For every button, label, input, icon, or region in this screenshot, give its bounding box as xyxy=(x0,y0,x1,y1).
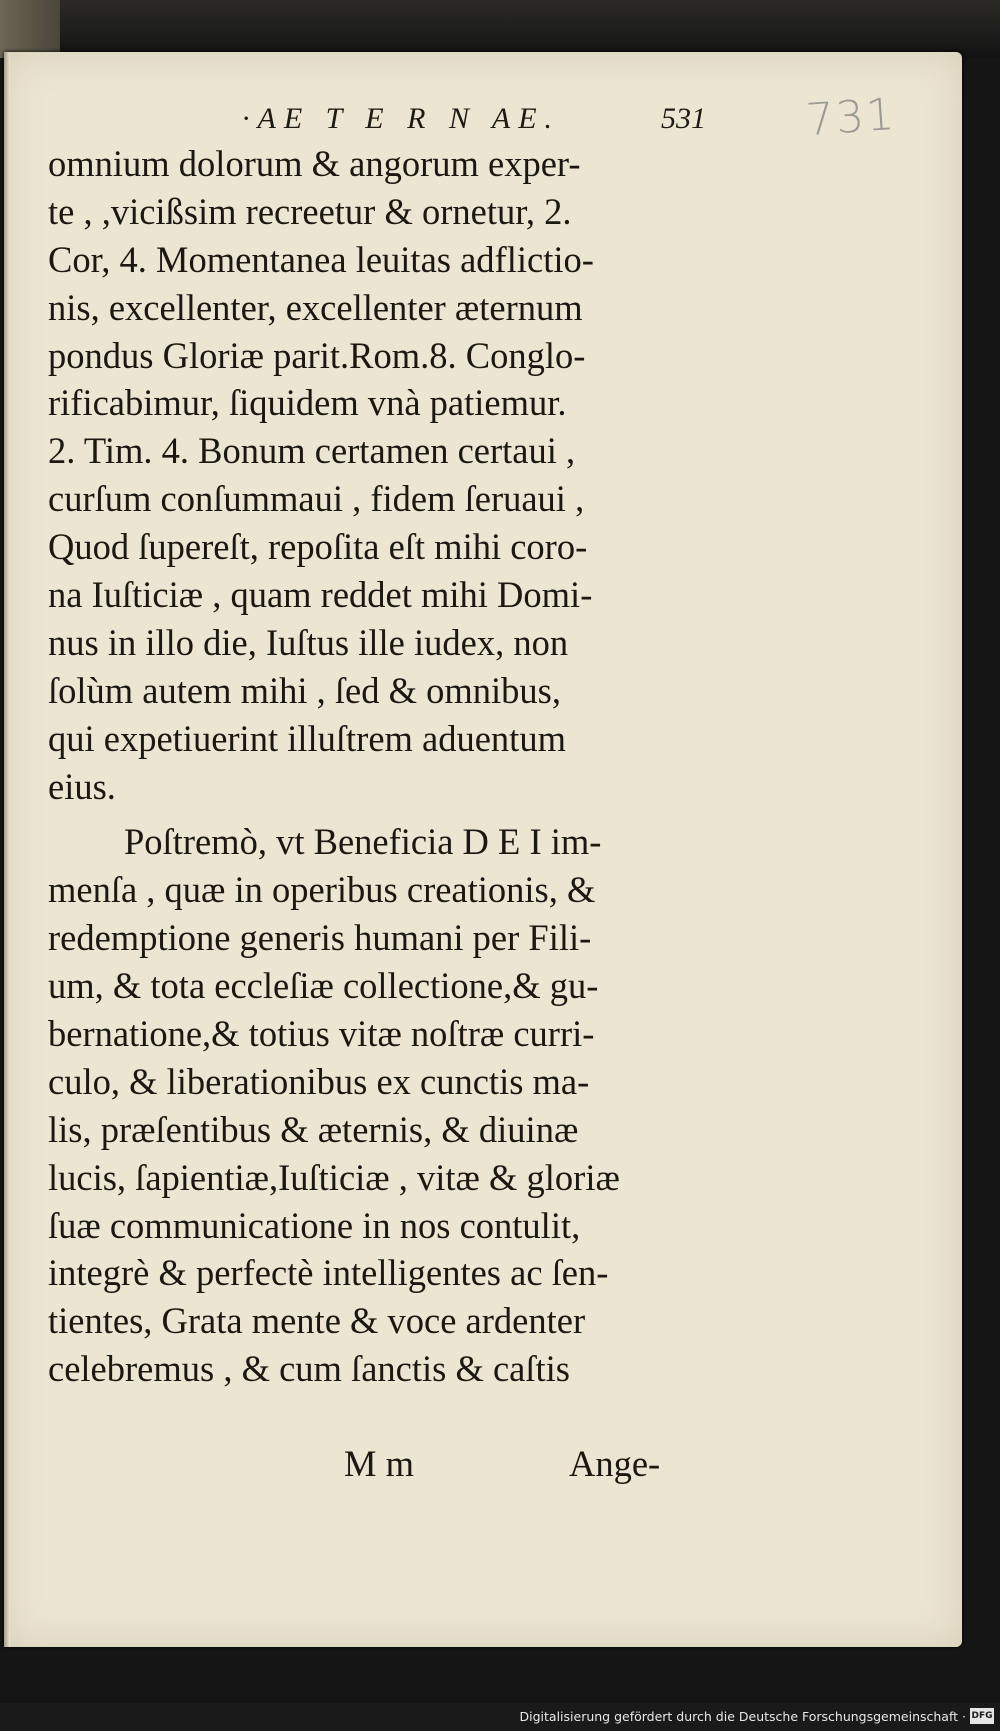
text-line: qui expetiuerint illuſtrem aduentum xyxy=(48,717,566,759)
text-line: curſum conſummaui , fidem ſeruaui , xyxy=(48,478,585,520)
funding-credit: Digitalisierung gefördert durch die Deutsche Forschungsgemeinschaft · xyxy=(519,1709,966,1724)
text-line: redemptione generis humani per Fili- xyxy=(48,917,592,959)
text-line: 2. Tim. 4. Bonum certamen certaui , xyxy=(48,430,576,472)
text-line: um, & tota eccleſiæ collectione,& gu- xyxy=(48,965,599,1007)
text-line: eius. xyxy=(48,765,116,807)
paragraph-gap xyxy=(48,810,688,818)
text-line: rificabimur, ſiquidem vnà patiemur. xyxy=(48,382,567,424)
text-line: omnium dolorum & angorum exper- xyxy=(48,143,581,184)
pencil-folio-number: 731 xyxy=(804,88,898,147)
text-line: integrè & perfectè intelligentes ac ſen- xyxy=(48,1252,609,1294)
body-text xyxy=(48,140,688,1393)
running-head: ·AE T E R N AE. xyxy=(242,102,561,135)
text-line: celebremus , & cum ſanctis & caſtis xyxy=(48,1348,570,1390)
text-line: bernatione,& totius vitæ noſtræ curri- xyxy=(48,1013,595,1055)
paragraph-first-line: Poſtremò, vt Beneficia D E I im- xyxy=(124,821,602,863)
text-line: lis, præſentibus & æternis, & diuinæ xyxy=(48,1108,579,1150)
text-line: ſolùm autem mihi , ſed & omnibus, xyxy=(48,669,561,711)
dfg-logo-icon: DFG xyxy=(970,1708,994,1724)
signature-mark: M m xyxy=(344,1443,414,1484)
page-gutter-edge xyxy=(4,52,10,1647)
text-line: tientes, Grata mente & voce ardenter xyxy=(48,1300,586,1342)
text-line: nis, excellenter, excellenter æternum xyxy=(48,286,583,328)
book-page xyxy=(4,52,962,1647)
text-line: nus in illo die, Iuſtus ille iudex, non xyxy=(48,621,569,663)
text-line: te , ,vicißsim recreetur & ornetur, 2. xyxy=(48,190,572,232)
text-line: ſuæ communicatione in nos contulit, xyxy=(48,1204,581,1246)
text-line: Quod ſupereſt, repoſita eſt mihi coro- xyxy=(48,526,588,568)
page-number: 531 xyxy=(661,102,706,135)
book-spine-strip xyxy=(0,0,60,58)
text-line: pondus Gloriæ parit.Rom.8. Conglo- xyxy=(48,334,586,376)
catchword: Ange- xyxy=(569,1443,661,1484)
footer-bar xyxy=(0,1703,1000,1731)
text-line: Cor, 4. Momentanea leuitas adflictio- xyxy=(48,238,594,280)
text-line: menſa , quæ in operibus creationis, & xyxy=(48,869,596,911)
scan-top-background xyxy=(0,0,1000,58)
page-foot-marks xyxy=(4,1442,962,1490)
text-line: na Iuſticiæ , quam reddet mihi Domi- xyxy=(48,574,593,616)
text-line: lucis, ſapientiæ,Iuſticiæ , vitæ & gloriæ xyxy=(48,1156,620,1198)
text-line: culo, & liberationibus ex cunctis ma- xyxy=(48,1060,590,1102)
